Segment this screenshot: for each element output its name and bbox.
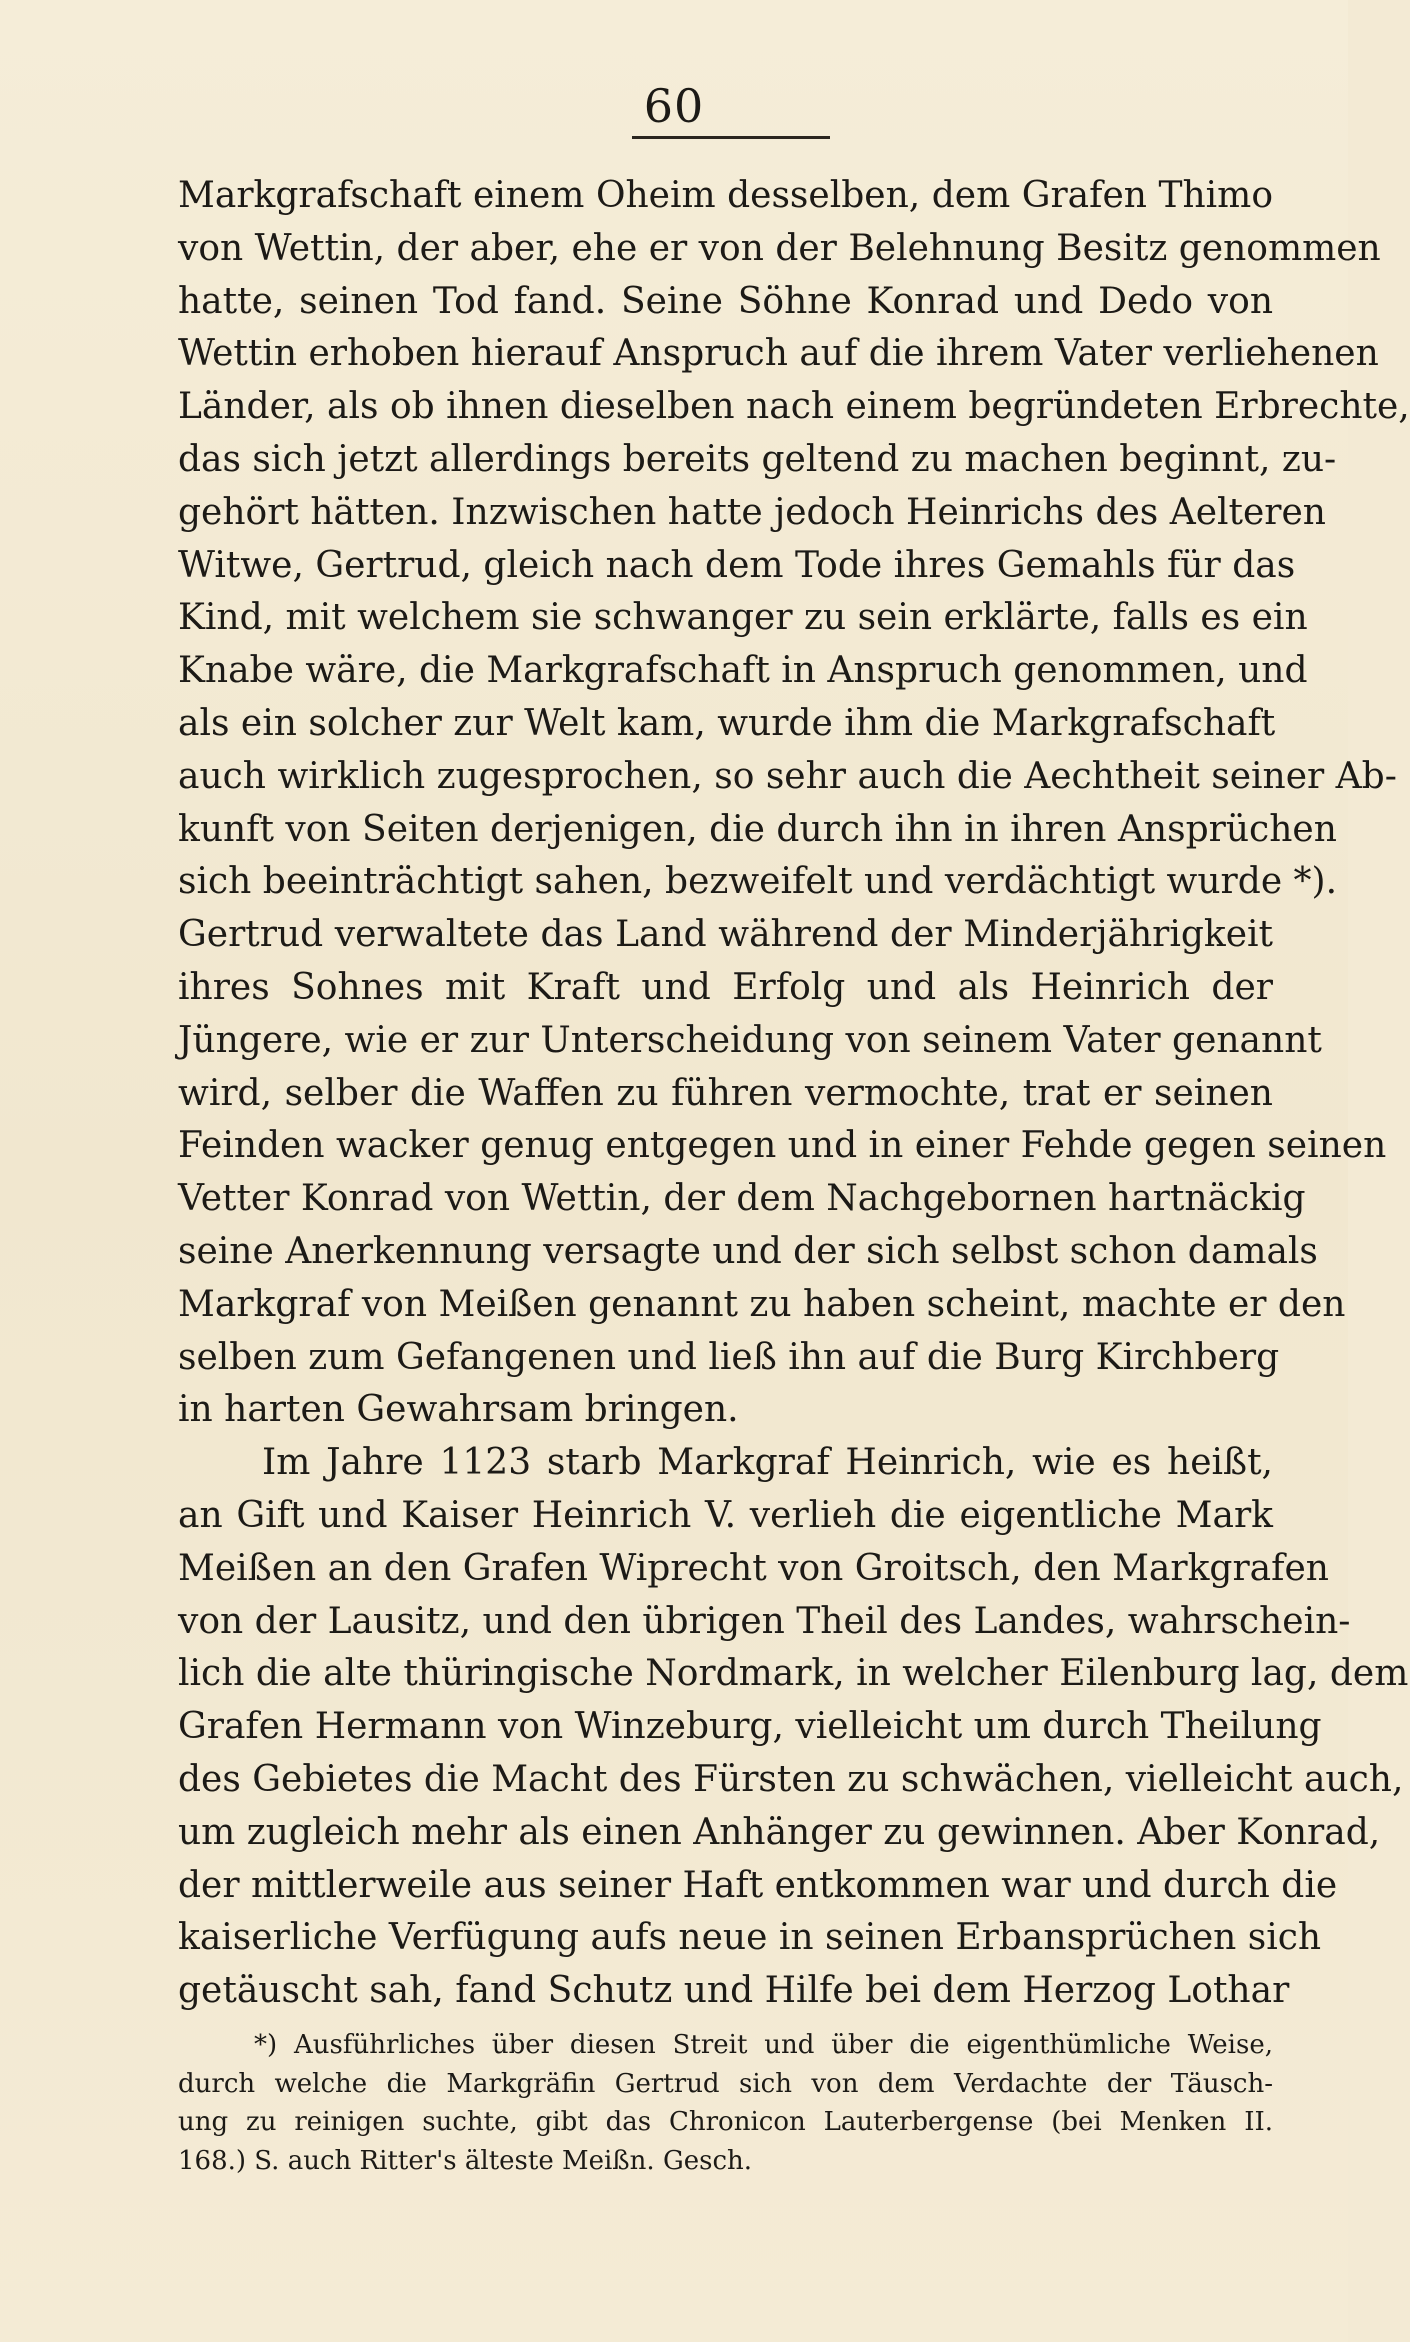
- footnote-line: 168.) S. auch Ritter's älteste Meißn. Gesch.: [178, 2145, 753, 2176]
- text-line: gehört hätten. Inzwischen hatte jedoch Heinrichs des Aelteren: [178, 491, 1326, 533]
- text-line: Meißen an den Grafen Wiprecht von Groitsch, den Markgrafen: [178, 1547, 1329, 1589]
- page-number: 60: [643, 79, 705, 133]
- text-line: selben zum Gefangenen und ließ ihn auf die Burg Kirchberg: [178, 1336, 1280, 1378]
- text-line: Grafen Hermann von Winzeburg, vielleicht um durch Theilung: [178, 1706, 1322, 1748]
- text-line: lich die alte thüringische Nordmark, in welcher Eilenburg lag, dem: [178, 1653, 1409, 1695]
- footnote-line: *) Ausführliches über diesen Streit und über die eigenthümliche Weise,: [254, 2030, 1273, 2060]
- footnote-line: ung zu reinigen suchte, gibt das Chronicon Lauterbergense (bei Menken II.: [178, 2107, 1273, 2137]
- paragraph-start-line: Im Jahre 1123 starb Markgraf Heinrich, wie es heißt,: [262, 1442, 1273, 1484]
- text-line: von Wettin, der aber, ehe er von der Belehnung Besitz genommen: [178, 227, 1381, 269]
- text-line: Wettin erhoben hierauf Anspruch auf die ihrem Vater verliehenen: [178, 333, 1379, 375]
- text-line: hatte, seinen Tod fand. Seine Söhne Konrad und Dedo von: [178, 280, 1273, 322]
- footnotes: [178, 2026, 1273, 2180]
- header-rule: [632, 136, 830, 139]
- text-line: Jüngere, wie er zur Unterscheidung von seinem Vater genannt: [178, 1019, 1322, 1061]
- text-line: das sich jetzt allerdings bereits geltend zu machen beginnt, zu-: [178, 438, 1337, 480]
- text-line: auch wirklich zugesprochen, so sehr auch die Aechtheit seiner Ab-: [178, 755, 1397, 797]
- text-line: Feinden wacker genug entgegen und in einer Fehde gegen seinen: [178, 1125, 1387, 1167]
- text-line: kunft von Seiten derjenigen, die durch ihn in ihren Ansprüchen: [178, 808, 1337, 850]
- body-text: [178, 170, 1410, 2018]
- text-line: Länder, als ob ihnen dieselben nach einem begründeten Erbrechte,: [178, 386, 1410, 428]
- text-line: des Gebietes die Macht des Fürsten zu schwächen, vielleicht auch,: [178, 1758, 1404, 1800]
- text-line: seine Anerkennung versagte und der sich selbst schon damals: [178, 1230, 1318, 1272]
- text-line: wird, selber die Waffen zu führen vermochte, trat er seinen: [178, 1072, 1273, 1114]
- text-line: von der Lausitz, und den übrigen Theil des Landes, wahrschein-: [178, 1600, 1351, 1642]
- text-line: Gertrud verwaltete das Land während der Minderjährigkeit: [178, 914, 1273, 956]
- text-line: Kind, mit welchem sie schwanger zu sein erklärte, falls es ein: [178, 597, 1308, 639]
- text-line: Knabe wäre, die Markgrafschaft in Anspruch genommen, und: [178, 650, 1308, 692]
- text-line: kaiserliche Verfügung aufs neue in seinen Erbansprüchen sich: [178, 1917, 1322, 1959]
- text-line: an Gift und Kaiser Heinrich V. verlieh die eigentliche Mark: [178, 1494, 1273, 1536]
- text-line: Markgrafschaft einem Oheim desselben, dem Grafen Thimo: [178, 175, 1273, 216]
- text-line: der mittlerweile aus seiner Haft entkommen war und durch die: [178, 1864, 1338, 1906]
- text-line: Markgraf von Meißen genannt zu haben scheint, machte er den: [178, 1283, 1346, 1325]
- text-line: in harten Gewahrsam bringen.: [178, 1389, 739, 1431]
- footnote-line: durch welche die Markgräfin Gertrud sich von dem Verdachte der Täusch-: [178, 2068, 1273, 2099]
- text-line: getäuscht sah, fand Schutz und Hilfe bei dem Herzog Lothar: [178, 1970, 1290, 2012]
- text-line: um zugleich mehr als einen Anhänger zu gewinnen. Aber Konrad,: [178, 1811, 1381, 1853]
- text-line: als ein solcher zur Welt kam, wurde ihm die Markgrafschaft: [178, 702, 1276, 744]
- text-line: sich beeinträchtigt sahen, bezweifelt und verdächtigt wurde *).: [178, 861, 1338, 903]
- text-line: Vetter Konrad von Wettin, der dem Nachgebornen hartnäckig: [178, 1178, 1306, 1220]
- text-line: Witwe, Gertrud, gleich nach dem Tode ihres Gemahls für das: [178, 544, 1296, 586]
- text-line: ihres Sohnes mit Kraft und Erfolg und als Heinrich der: [178, 966, 1273, 1008]
